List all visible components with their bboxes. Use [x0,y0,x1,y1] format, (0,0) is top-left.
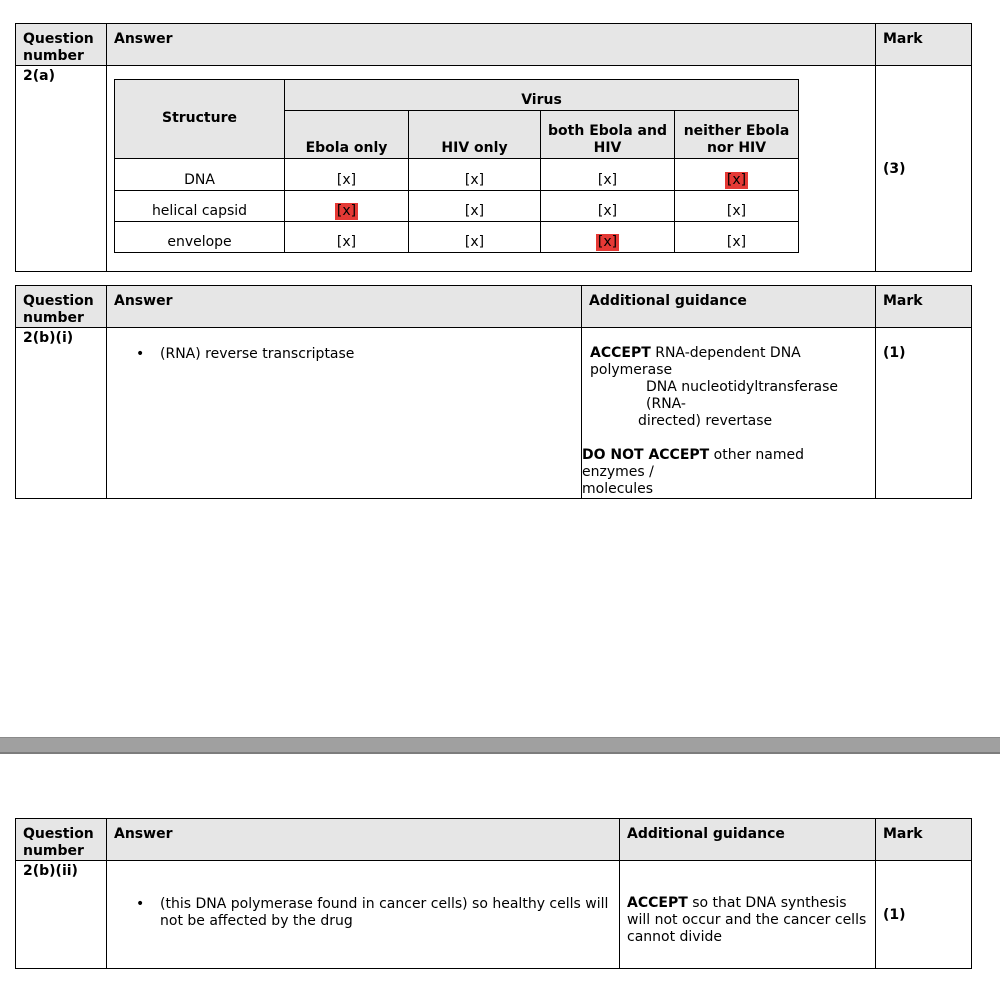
answer-header: Answer [107,819,620,861]
answer-cell [107,861,620,969]
answer-box: [x] [336,234,357,250]
guidance-header: Additional guidance [582,286,876,328]
bullet: • [136,346,145,362]
row-label: envelope [115,222,285,253]
guidance-cell [582,328,876,499]
answer-cell [107,328,582,499]
question-number: 2(b)(ii) [16,861,107,969]
answer-box: [x] [464,203,485,219]
answer-header: Answer [107,286,582,328]
col-header: HIV only [409,111,541,159]
answer-box-marked: [x] [726,172,747,188]
guidance-cell [620,861,876,969]
structure-header: Structure [115,80,285,159]
answer-box-marked: [x] [597,234,618,250]
col-header: neither Ebola nor HIV [675,111,799,159]
mark-header: Mark [876,286,972,328]
mark-scheme-2bi [15,285,972,499]
page-separator [0,737,1000,754]
answer-box: [x] [336,172,357,188]
answer-box-marked: [x] [336,203,357,219]
question-number-header: Question number [16,819,107,861]
row-label: helical capsid [115,191,285,222]
answer-box: [x] [726,234,747,250]
question-number: 2(a) [16,66,107,272]
accept-line-2: DNA nucleotidyltransferase (RNA- [646,379,839,412]
reject-keyword: DO NOT ACCEPT [582,447,710,463]
accept-text: so that DNA synthesis will not occur and the cancer cells cannot divide [627,895,867,945]
answer-box: [x] [464,172,485,188]
mark-scheme-2bii [15,818,972,969]
answer-box: [x] [597,172,618,188]
col-header: Ebola only [285,111,409,159]
question-number-header: Question number [16,286,107,328]
accept-keyword: ACCEPT [627,895,688,911]
virus-header: Virus [285,80,799,111]
reject-text: other named enzymes / [582,447,804,480]
accept-keyword: ACCEPT [590,345,651,361]
answer-box: [x] [597,203,618,219]
mark-header: Mark [876,819,972,861]
accept-line-3: directed) revertase [638,413,773,429]
mark-value: (1) [876,328,972,499]
question-number: 2(b)(i) [16,328,107,499]
question-number-header: Question number [16,24,107,66]
answer-box: [x] [464,234,485,250]
answer-text: (this DNA polymerase found in cancer cells) so healthy cells will not be affected by the drug [160,896,609,929]
guidance-header: Additional guidance [620,819,876,861]
virus-structure-table [114,79,799,253]
answer-text: (RNA) reverse transcriptase [160,346,355,362]
mark-value: (3) [876,66,972,272]
answer-header: Answer [107,24,876,66]
reject-text-2: molecules [582,481,654,497]
mark-value: (1) [876,861,972,969]
answer-box: [x] [726,203,747,219]
mark-header: Mark [876,24,972,66]
bullet: • [136,896,145,912]
accept-line-1: RNA-dependent DNA polymerase [590,345,801,378]
col-header: both Ebola and HIV [541,111,675,159]
row-label: DNA [115,159,285,191]
